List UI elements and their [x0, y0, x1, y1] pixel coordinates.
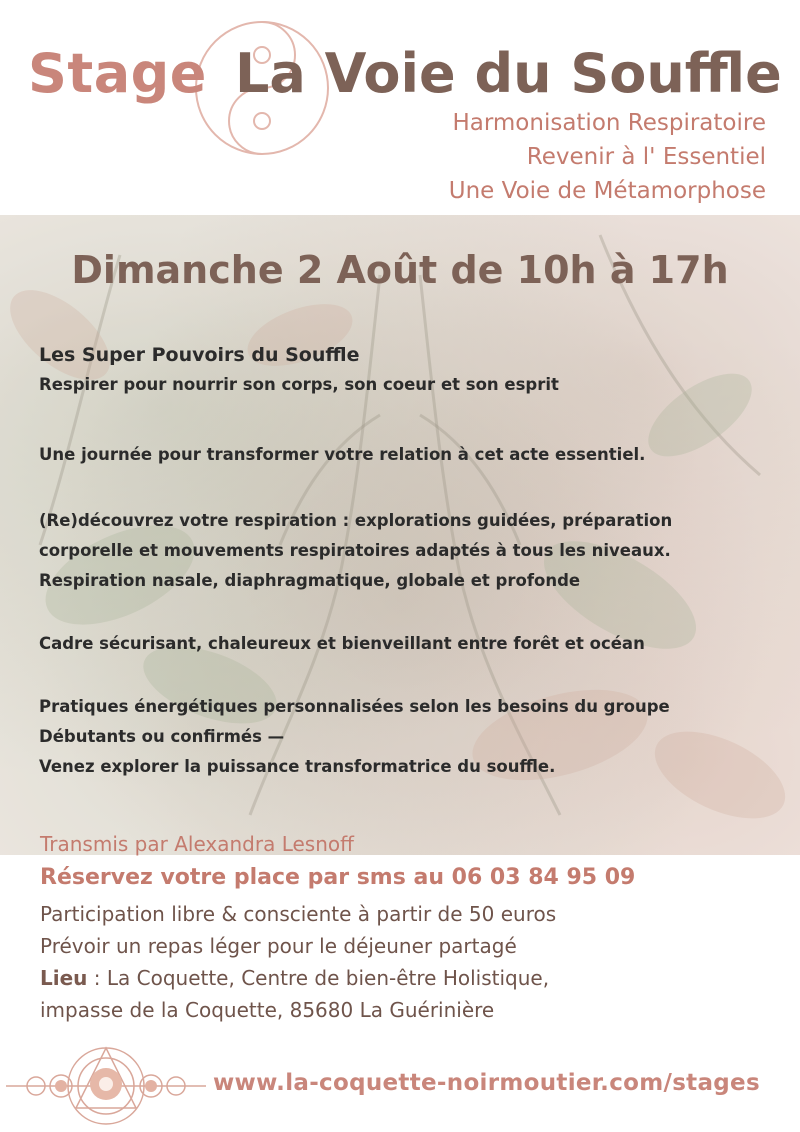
location-label: Lieu: [40, 966, 88, 990]
page-title: [28, 42, 782, 105]
setting-text: [39, 629, 779, 659]
discover-line: Respiration nasale, diaphragmatique, globale et profonde: [39, 571, 581, 590]
tagline: Respirer pour nourrir son corps, son coeur et son esprit: [39, 375, 559, 394]
section-heading: Les Super Pouvoirs du Souffle: [39, 344, 360, 366]
participation-info: Participation libre & consciente à partir de 50 euros: [40, 902, 557, 926]
reservation-line: Réservez votre place par sms au 06 03 84 95 09: [40, 865, 636, 890]
location-line-1: : La Coquette, Centre de bien-être Holistique,: [87, 966, 550, 990]
location-info: [40, 966, 549, 990]
setting-line: Cadre sécurisant, chaleureux et bienveillant entre forêt et océan: [39, 634, 645, 653]
location-address: impasse de la Coquette, 85680 La Guérinière: [40, 998, 495, 1022]
subtitle-3: Une Voie de Métamorphose: [448, 178, 766, 204]
teacher-credit: Transmis par Alexandra Lesnoff: [40, 832, 354, 856]
event-date: Dimanche 2 Août de 10h à 17h: [71, 248, 729, 292]
intro-text: [39, 440, 779, 470]
title-prefix: Stage: [28, 42, 207, 105]
title-main: La Voie du Souffle: [234, 42, 782, 105]
content-block: [39, 340, 779, 400]
subtitle-1: Harmonisation Respiratoire: [452, 110, 766, 136]
lotus-logo-icon: [6, 1038, 206, 1132]
practice-line: Débutants ou confirmés —: [39, 727, 285, 746]
practice-line: Venez explorer la puissance transformatrice du souffle.: [39, 757, 556, 776]
discover-line: (Re)découvrez votre respiration : explorations guidées, préparation: [39, 511, 673, 530]
meal-info: Prévoir un repas léger pour le déjeuner partagé: [40, 934, 517, 958]
practice-paragraph: [39, 692, 779, 782]
intro-line: Une journée pour transformer votre relation à cet acte essentiel.: [39, 445, 646, 464]
discover-line: corporelle et mouvements respiratoires adaptés à tous les niveaux.: [39, 541, 671, 560]
subtitle-2: Revenir à l' Essentiel: [526, 144, 766, 170]
website-link[interactable]: www.la-coquette-noirmoutier.com/stages: [213, 1070, 760, 1096]
discover-paragraph: [39, 506, 779, 596]
practice-line: Pratiques énergétiques personnalisées selon les besoins du groupe: [39, 697, 670, 716]
